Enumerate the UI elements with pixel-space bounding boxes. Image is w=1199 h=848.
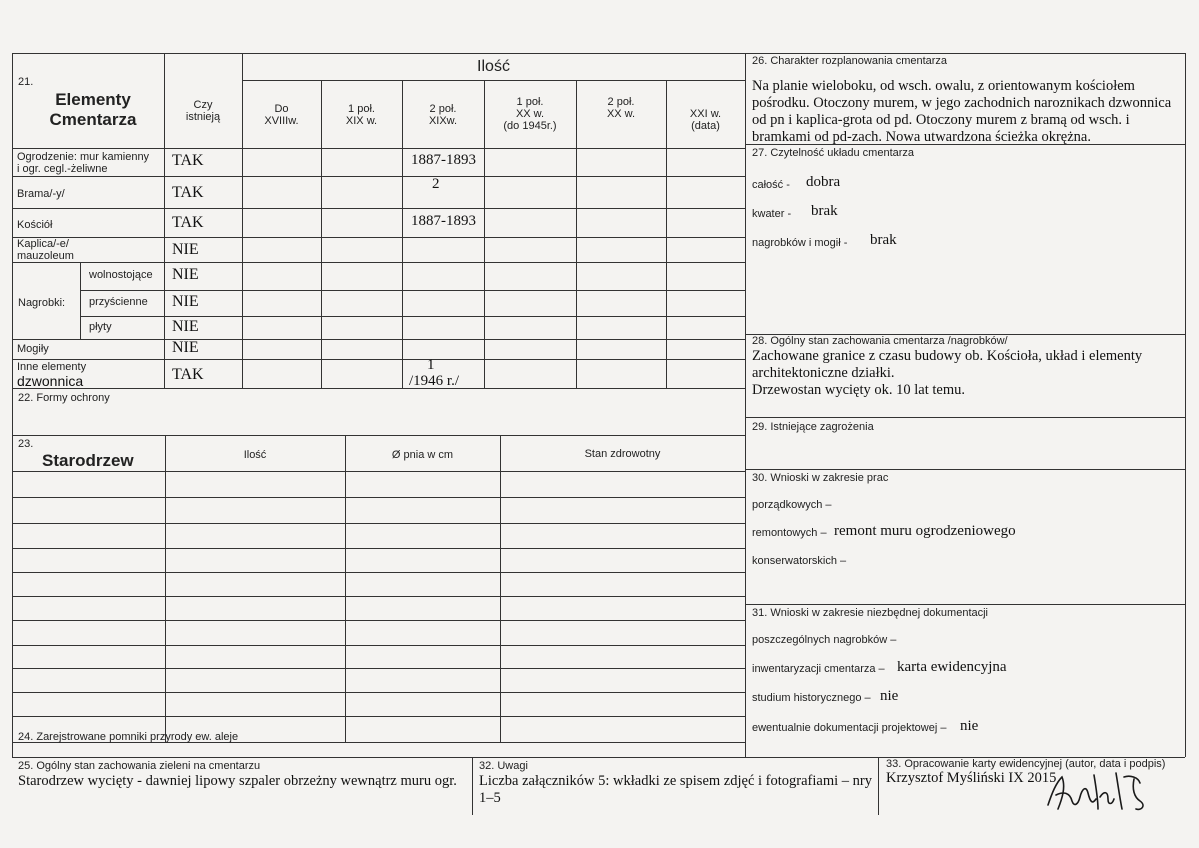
handwritten-signature bbox=[1042, 765, 1152, 817]
row-exists: NIE bbox=[172, 339, 199, 356]
row-label-inne: Inne elementy bbox=[17, 361, 87, 373]
rule-left bbox=[12, 53, 13, 757]
s31-studium-value: nie bbox=[880, 688, 899, 704]
s25-title: 25. Ogólny stan zachowania zieleni na cmentarzu bbox=[18, 760, 261, 772]
rule-s23-row bbox=[12, 668, 745, 669]
period-header: Do XVIIIw. bbox=[264, 103, 299, 127]
rule-middle bbox=[745, 53, 746, 757]
period-header: XXI w. (data) bbox=[689, 108, 722, 132]
row-label-kosciol: Kościół bbox=[17, 219, 53, 231]
rule-ilosc bbox=[242, 80, 745, 81]
rule-s23-row bbox=[12, 596, 745, 597]
s23-col-pien: Ø pnia w cm bbox=[391, 449, 454, 461]
row-exists: TAK bbox=[172, 366, 204, 383]
period-header: 1 poł. XX w. (do 1945r.) bbox=[503, 96, 557, 132]
rule-footer-col bbox=[878, 757, 879, 815]
s31-title: 31. Wnioski w zakresie niezbędnej dokumentacji bbox=[752, 607, 989, 619]
row-exists: TAK bbox=[172, 152, 204, 169]
s21-number: 21. bbox=[18, 76, 34, 88]
s27-kwater-value: brak bbox=[811, 203, 838, 219]
s28-title: 28. Ogólny stan zachowania cmentarza /nagrobków/ bbox=[752, 335, 1008, 347]
s26-title: 26. Charakter rozplanowania cmentarza bbox=[752, 55, 948, 67]
s22-title: 22. Formy ochrony bbox=[18, 392, 110, 404]
row-value: 1887-1893 bbox=[411, 213, 476, 229]
rule-row bbox=[80, 290, 745, 291]
rule-col-s23 bbox=[345, 435, 346, 742]
s21-title-2: Cmentarza bbox=[49, 110, 137, 129]
rule-col-s23 bbox=[500, 435, 501, 742]
period-header: 2 poł. XX w. bbox=[606, 96, 636, 120]
rule-row bbox=[12, 262, 745, 263]
rule-header-bottom bbox=[12, 148, 745, 149]
row-sub-wolnostojace: wolnostojące bbox=[89, 269, 153, 281]
row-exists: TAK bbox=[172, 184, 204, 201]
rule-row bbox=[12, 237, 745, 238]
rule-s23-row bbox=[12, 497, 745, 498]
s31-studium-label: studium historycznego – bbox=[752, 692, 871, 704]
s31-projektowej-value: nie bbox=[960, 718, 979, 734]
rule-col-nagrobki bbox=[80, 262, 81, 339]
s31-projektowej-label: ewentualnie dokumentacji projektowej – bbox=[752, 722, 947, 734]
rule-s31 bbox=[745, 604, 1185, 605]
row-label-mogily: Mogiły bbox=[17, 343, 49, 355]
s30-konserwatorskich: konserwatorskich – bbox=[752, 555, 847, 567]
rule-s23-row bbox=[12, 645, 745, 646]
rule-row bbox=[80, 316, 745, 317]
s29-title: 29. Istniejące zagrożenia bbox=[752, 421, 874, 433]
rule-col-s23 bbox=[165, 435, 166, 742]
period-header: 2 poł. XIXw. bbox=[428, 103, 458, 127]
row-label-kaplica: Kaplica/-e/ mauzoleum bbox=[17, 238, 74, 262]
rule-top bbox=[12, 53, 1185, 54]
rule-row bbox=[12, 176, 745, 177]
row-exists: NIE bbox=[172, 318, 199, 335]
s31-inwentaryzacji-value: karta ewidencyjna bbox=[897, 659, 1007, 675]
row-value: 2 bbox=[432, 176, 440, 192]
col-exists-2: istnieją bbox=[185, 111, 221, 123]
s27-title: 27. Czytelność układu cmentarza bbox=[752, 147, 915, 159]
s32-value: Liczba załączników 5: wkładki ze spisem zdjęć i fotografiami – nry 1–5 bbox=[479, 773, 872, 806]
row-exists: NIE bbox=[172, 266, 199, 283]
rule-row bbox=[12, 359, 745, 360]
s23-col-stan: Stan zdrowotny bbox=[584, 448, 661, 460]
s27-calosc-label: całość - bbox=[752, 179, 790, 191]
rule-s23-row bbox=[12, 548, 745, 549]
row-value: /1946 r./ bbox=[409, 373, 460, 389]
row-label-ogrodzenie: Ogrodzenie: mur kamienny i ogr. cegl.-żeliwne bbox=[17, 151, 150, 175]
row-exists: NIE bbox=[172, 241, 199, 258]
s27-kwater-label: kwater - bbox=[752, 208, 792, 220]
s26-text: Na planie wieloboku, od wsch. owalu, z orientowanym kościołem pośrodku. Otoczony murem, w jego zachodnich naroznikach dzwonnica od pn i kaplica-grota od pd. Otoczony murem z bramą od wsch. i bramkami od pd-zach. Nowa utwardzona ścieżka okrężna. bbox=[752, 78, 1172, 145]
rule-s23-row bbox=[12, 716, 745, 717]
rule-s29 bbox=[745, 417, 1185, 418]
row-sub-przyscienne: przyścienne bbox=[89, 296, 148, 308]
row-exists: NIE bbox=[172, 293, 199, 310]
s23-col-ilosc: Ilość bbox=[243, 449, 267, 461]
s23-number: 23. bbox=[18, 438, 34, 450]
ilosc-header: Ilość bbox=[477, 58, 510, 75]
rule-s23-row bbox=[12, 620, 745, 621]
rule-row bbox=[12, 388, 745, 389]
rule-s23-row bbox=[12, 572, 745, 573]
rule-footer-col bbox=[472, 757, 473, 815]
s33-title: 33. Opracowanie karty ewidencyjnej (autor, data i podpis) bbox=[886, 758, 1166, 770]
row-exists: TAK bbox=[172, 214, 204, 231]
s27-calosc-value: dobra bbox=[806, 174, 841, 190]
rule-s30 bbox=[745, 469, 1185, 470]
s30-remontowych-value: remont muru ogrodzeniowego bbox=[834, 523, 1016, 539]
row-sub-plyty: płyty bbox=[89, 321, 112, 333]
row-label-brama: Brama/-y/ bbox=[17, 188, 65, 200]
rule-row bbox=[12, 208, 745, 209]
s27-nagrobkow-label: nagrobków i mogił - bbox=[752, 237, 848, 249]
rule-col bbox=[576, 80, 577, 389]
row-label-nagrobki: Nagrobki: bbox=[18, 297, 66, 309]
rule-s23-header bbox=[12, 471, 745, 472]
rule-s23-row bbox=[12, 523, 745, 524]
s31-nagrobkow: poszczególnych nagrobków – bbox=[752, 634, 897, 646]
s30-remontowych-label: remontowych – bbox=[752, 527, 827, 539]
s33-value: Krzysztof Myśliński IX 2015 bbox=[886, 770, 1057, 786]
s30-title: 30. Wnioski w zakresie prac bbox=[752, 472, 889, 484]
row-value: 1 bbox=[427, 357, 435, 373]
s32-title: 32. Uwagi bbox=[479, 760, 528, 772]
s23-title: Starodrzew bbox=[42, 451, 134, 470]
col-exists-1: Czy bbox=[193, 99, 213, 111]
s21-title-1: Elementy bbox=[55, 90, 131, 109]
rule-s23 bbox=[12, 435, 745, 436]
s27-nagrobkow-value: brak bbox=[870, 232, 897, 248]
s31-inwentaryzacji-label: inwentaryzacji cmentarza – bbox=[752, 663, 885, 675]
rule-right bbox=[1185, 53, 1186, 757]
rule-row bbox=[12, 339, 745, 340]
s24-title: 24. Zarejstrowane pomniki przyrody ew. aleje bbox=[18, 731, 239, 743]
s30-porzadkowych: porządkowych – bbox=[752, 499, 832, 511]
rule-s23-row bbox=[12, 692, 745, 693]
s28-text: Zachowane granice z czasu budowy ob. Kościoła, układ i elementy architektoniczne działki. Drzewostan wycięty ok. 10 lat temu. bbox=[752, 348, 1143, 398]
s25-value: Starodrzew wycięty - dawniej lipowy szpaler obrzeżny wewnątrz muru ogr. bbox=[18, 773, 457, 789]
period-header: 1 poł. XIX w. bbox=[345, 103, 378, 127]
row-label-dzwonnica: dzwonnica bbox=[17, 373, 84, 389]
row-value: 1887-1893 bbox=[411, 152, 476, 168]
